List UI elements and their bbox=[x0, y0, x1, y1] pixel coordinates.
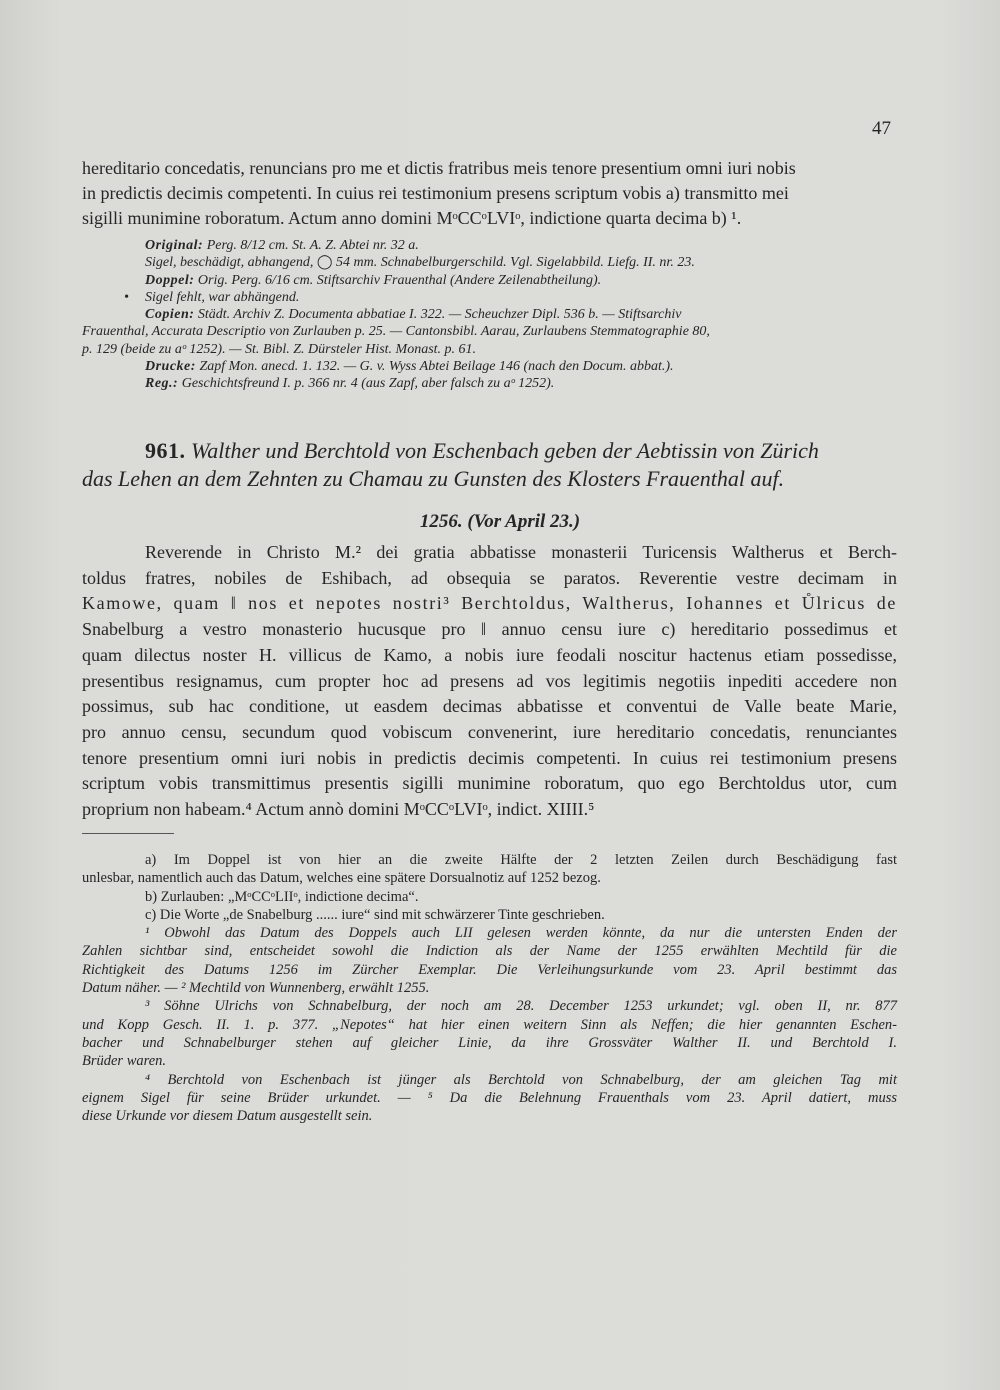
footnote-line: b) Zurlauben: „MᵒCCᵒLIIᵒ, indictione decima“. bbox=[145, 888, 419, 905]
document-number: 961. bbox=[145, 438, 186, 463]
meta-label: Drucke: bbox=[145, 359, 196, 375]
body-line: scriptum vobis transmittimus presentis sigilli munimine roboratum, quo ego Berchtoldus utor, cum bbox=[82, 773, 897, 794]
body-line: tenore presentium omni iuri nobis in predictis decimis competenti. In cuius rei testimonium presens bbox=[82, 747, 897, 768]
meta-copien-cont: p. 129 (beide zu aᵒ 1252). — St. Bibl. Z. Dürsteler Hist. Monast. p. 61. bbox=[82, 341, 477, 357]
footnote-line: ³ Söhne Ulrichs von Schnabelburg, der noch am 28. December 1253 urkundet; vgl. oben II, nr. 877 bbox=[145, 998, 897, 1015]
footnote-line: Brüder waren. bbox=[82, 1053, 167, 1070]
body-line: Reverende in Christo M.² dei gratia abbatisse monasterii Turicensis Waltherus et Berch- bbox=[145, 542, 897, 562]
footnote-line: a) Im Doppel ist von hier an die zweite Hälfte der 2 letzten Zeilen durch Beschädigung fast bbox=[145, 852, 897, 868]
footnote-line: bacher und Schnabelburger stehen auf gleicher Linie, da ihre Grossväter Walther II. und Berchtold I. bbox=[82, 1034, 897, 1051]
meta-text: Geschichtsfreund I. p. 366 nr. 4 (aus Zapf, aber falsch zu aᵒ 1252). bbox=[181, 376, 555, 392]
body-line: quam dilectus noster H. villicus de Kamo, a nobis iure feodali noscitur hactenus etiam possedisse, bbox=[82, 644, 897, 665]
body-line: presentibus resignamus, cum propter hoc ad presens ad vos legitimis negotiis inpediti accedere non bbox=[82, 670, 897, 691]
meta-doppel-seal bbox=[82, 289, 897, 306]
footnote-divider bbox=[82, 833, 174, 834]
footnote-line: unlesbar, namentlich auch das Datum, welches eine spätere Dorsualnotiz auf 1252 bezog. bbox=[82, 870, 601, 887]
footnote-line: c) Die Worte „de Snabelburg ...... iure“ sind mit schwärzerer Tinte geschrieben. bbox=[145, 906, 605, 923]
meta-seal: Sigel, beschädigt, abhangend, ◯ 54 mm. Schnabelburgerschild. Vgl. Sigelabbild. Liefg. II. nr. 23. bbox=[145, 255, 695, 271]
footnote-line: diese Urkunde vor diesem Datum ausgestellt sein. bbox=[82, 1108, 373, 1125]
meta-label: Reg.: bbox=[145, 376, 179, 392]
intro-paragraph bbox=[82, 156, 897, 231]
text-line: hereditario concedatis, renuncians pro me et dictis fratribus meis tenore presentium omni iuri nobis bbox=[82, 158, 796, 178]
meta-text: Perg. 8/12 cm. St. A. Z. Abtei nr. 32 a. bbox=[206, 238, 419, 253]
meta-label: Original: bbox=[145, 238, 204, 253]
body-line: possimus, sub hac conditione, ut easdem decimas abbatisse et conventui de Valle beate Marie, bbox=[82, 696, 897, 717]
body-line: Snabelburg a vestro monasterio hucusque pro ‖ annuo censu iure c) hereditario possedimus et bbox=[82, 619, 897, 640]
heading-line bbox=[82, 437, 902, 465]
body-line: pro annuo censu, secundum quod vobiscum convenerint, iure hereditario concedatis, renunciantes bbox=[82, 721, 897, 742]
document-title-1: Walther und Berchtold von Eschenbach geben der Aebtissin von Zürich bbox=[191, 438, 819, 463]
body-line: proprium non habeam.⁴ Actum annò domini MᵒCCᵒLVIᵒ, indict. XIIII.⁵ bbox=[82, 799, 595, 820]
footnotes bbox=[82, 851, 897, 1125]
document-body bbox=[82, 540, 897, 823]
document-heading bbox=[82, 437, 902, 493]
footnote-line: und Kopp Gesch. II. 1. p. 377. „Nepotes“ hat hier einen weitern Sinn als Neffen; die hier genannten Eschen- bbox=[82, 1016, 897, 1033]
meta-original bbox=[82, 237, 897, 254]
meta-reg bbox=[82, 375, 897, 392]
meta-label: Doppel: bbox=[145, 272, 195, 288]
meta-copien bbox=[82, 306, 897, 323]
document-date: 1256. (Vor April 23.) bbox=[419, 511, 581, 532]
footnote-line: Zahlen sichtbar sind, entscheidet sowohl die Indiction als der Name der 1255 erwählten Mechtild für die bbox=[82, 943, 897, 960]
source-metadata bbox=[82, 237, 897, 393]
footnote-line: ⁴ Berchtold von Eschenbach ist jünger als Berchtold von Schnabelburg, der am gleichen Tag mit bbox=[145, 1071, 897, 1088]
text-line: in predictis decimis competenti. In cuius rei testimonium presens scriptum vobis a) transmitto mei bbox=[82, 183, 789, 203]
meta-text: Städt. Archiv Z. Documenta abbatiae I. 322. — Scheuchzer Dipl. 536 b. — Stiftsarchiv bbox=[197, 307, 682, 323]
document-title-2: das Lehen an dem Zehnten zu Chamau zu Gunsten des Klosters Frauenthal auf. bbox=[82, 466, 785, 491]
footnote-line: Datum näher. — ² Mechtild von Wunnenberg, erwählt 1255. bbox=[82, 980, 430, 997]
text-line: sigilli munimine roboratum. Actum anno domini MᵒCCᵒLVIᵒ, indictione quarta decima b) ¹. bbox=[82, 208, 742, 228]
meta-drucke bbox=[82, 358, 897, 375]
body-line: toldus fratres, nobiles de Eshibach, ad obsequia se paratos. Reverentie vestre decimam in bbox=[82, 567, 897, 588]
footnote-line: eignem Sigel für seine Brüder urkundet. — ⁵ Da die Belehnung Frauenthals vom 23. April datiert, muss bbox=[82, 1089, 897, 1106]
body-line: Kamowe, quam ‖ nos et nepotes nostri³ Berchtoldus, Waltherus, Iohannes et Ůlricus de bbox=[82, 593, 897, 614]
meta-text: Zapf Mon. anecd. 1. 132. — G. v. Wyss Abtei Beilage 146 (nach den Docum. abbat.). bbox=[199, 359, 674, 375]
margin-mark: • bbox=[124, 289, 129, 305]
footnote-line: Richtigkeit des Datums 1256 im Zürcher Exemplar. Die Verleihungsurkunde vom 23. April bestimmt das bbox=[82, 961, 897, 978]
meta-text: Sigel fehlt, war abhängend. bbox=[145, 289, 300, 305]
meta-label: Copien: bbox=[145, 307, 195, 323]
footnote-line: ¹ Obwohl das Datum des Doppels auch LII gelesen werden könnte, da nur die untersten Enden der bbox=[145, 925, 897, 942]
meta-doppel bbox=[82, 272, 897, 289]
meta-copien-cont: Frauenthal, Accurata Descriptio von Zurlauben p. 25. — Cantonsbibl. Aarau, Zurlaubens Stemmatographie 80, bbox=[82, 324, 710, 340]
page-number: 47 bbox=[872, 118, 891, 139]
meta-text: Orig. Perg. 6/16 cm. Stiftsarchiv Frauenthal (Andere Zeilenabtheilung). bbox=[197, 272, 602, 288]
